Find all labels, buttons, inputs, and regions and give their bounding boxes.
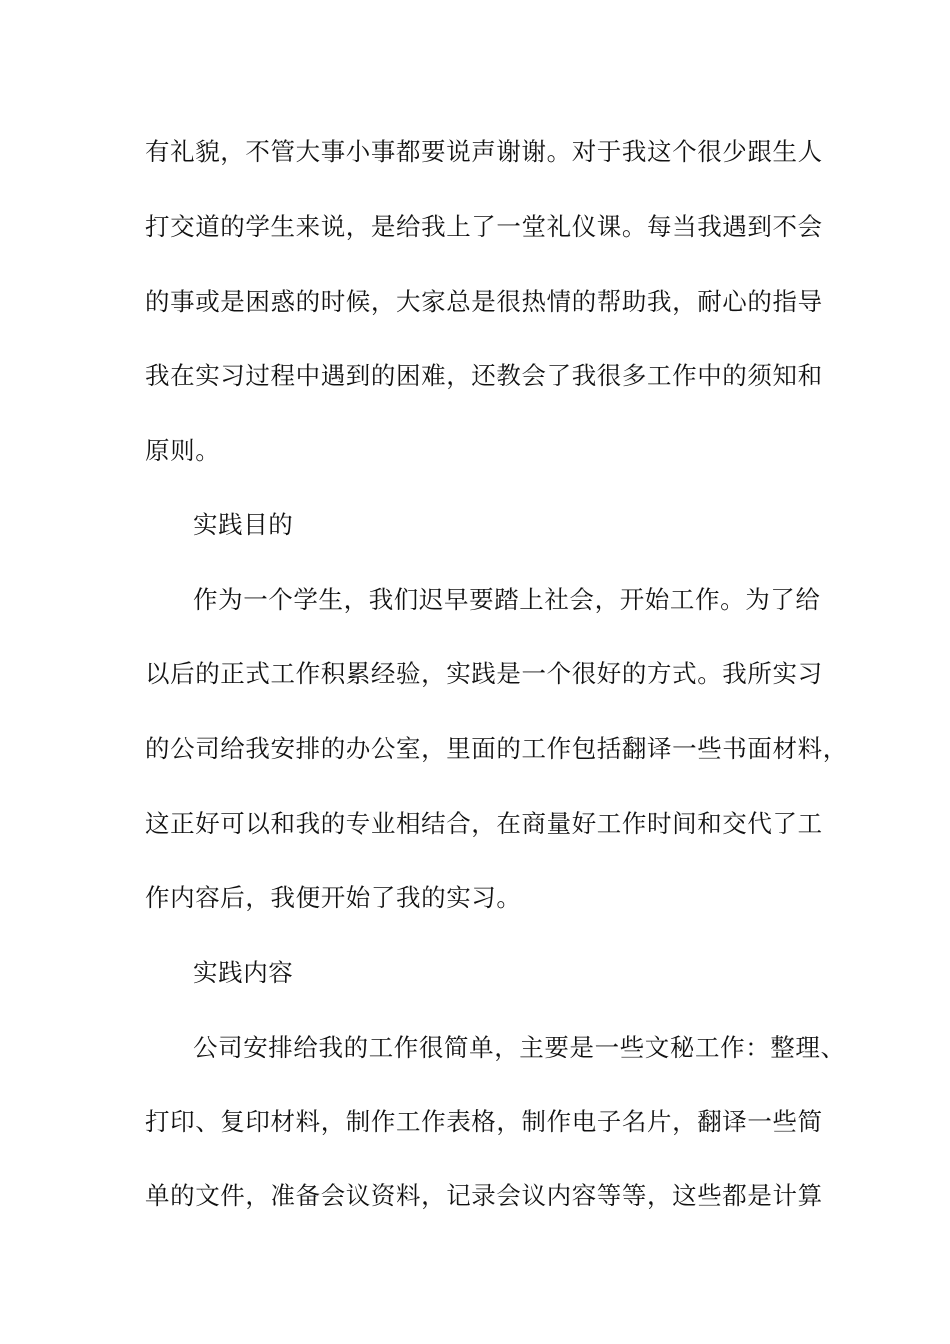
paragraph-line: 打印、复印材料，制作工作表格，制作电子名片，翻译一些简 bbox=[145, 1107, 823, 1136]
paragraph-line: 单的文件，准备会议资料，记录会议内容等等，这些都是计算 bbox=[145, 1181, 823, 1210]
paragraph-line: 作为一个学生，我们迟早要踏上社会，开始工作。为了给 bbox=[193, 585, 821, 614]
paragraph-line: 以后的正式工作积累经验，实践是一个很好的方式。我所实习 bbox=[145, 659, 823, 688]
section-heading: 实践内容 bbox=[193, 958, 294, 987]
paragraph-line: 这正好可以和我的专业相结合，在商量好工作时间和交代了工 bbox=[145, 809, 823, 838]
paragraph-line: 的事或是困惑的时候，大家总是很热情的帮助我，耐心的指导 bbox=[145, 287, 823, 316]
paragraph-line: 的公司给我安排的办公室，里面的工作包括翻译一些书面材料， bbox=[145, 734, 848, 763]
section-heading: 实践目的 bbox=[193, 510, 294, 539]
paragraph-line: 我在实习过程中遇到的困难，还教会了我很多工作中的须知和 bbox=[145, 361, 823, 390]
paragraph-line: 原则。 bbox=[145, 436, 221, 465]
paragraph-line: 作内容后，我便开始了我的实习。 bbox=[145, 883, 522, 912]
paragraph-line: 打交道的学生来说，是给我上了一堂礼仪课。每当我遇到不会 bbox=[145, 212, 823, 241]
paragraph-line: 公司安排给我的工作很简单，主要是一些文秘工作：整理、 bbox=[193, 1033, 846, 1062]
paragraph-line: 有礼貌，不管大事小事都要说声谢谢。对于我这个很少跟生人 bbox=[145, 137, 823, 166]
